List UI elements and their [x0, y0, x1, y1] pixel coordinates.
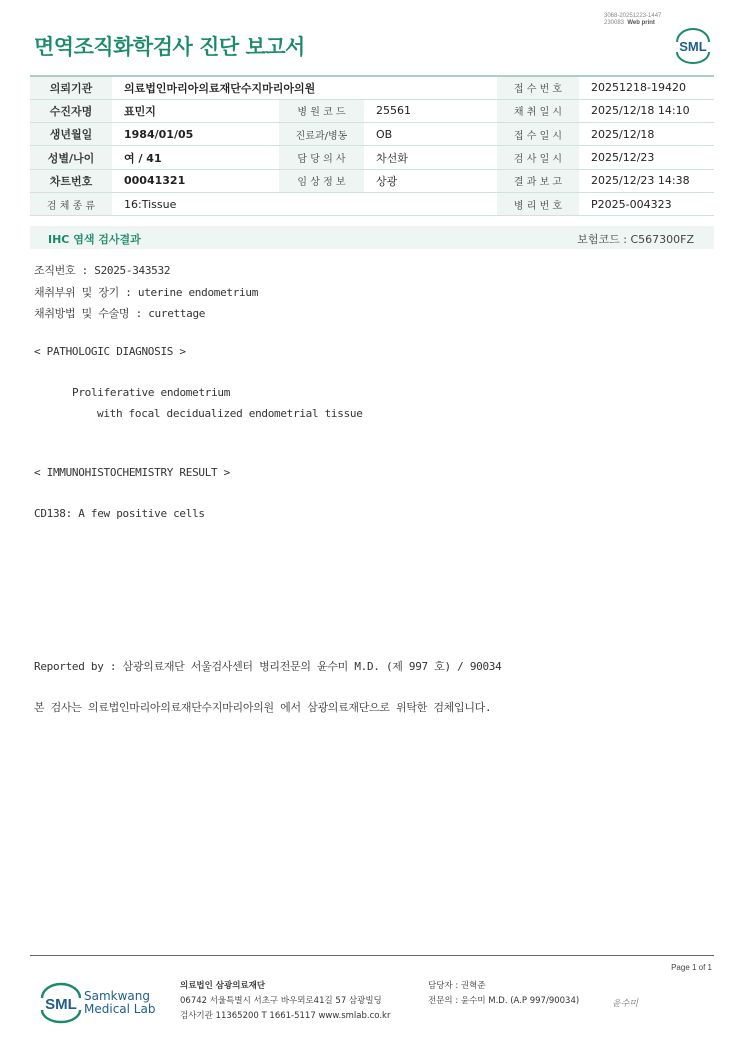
- reported-by: Reported by : 삼광의료재단 서울검사센터 병리전문의 윤수미 M.D. (제 997 호) / 90034: [34, 660, 502, 673]
- logo-text: SML: [45, 996, 77, 1013]
- tissue-number: 조직번호 : S2025-343532: [34, 264, 171, 277]
- report-code-line2: 230083 Web print: [604, 20, 655, 26]
- collection-method: 채취방법 및 수술명 : curettage: [34, 307, 206, 320]
- info-value: 2025/12/18: [579, 123, 714, 146]
- info-label: 수진자명: [30, 99, 112, 122]
- manager-name: 담당자 : 권혁준: [428, 981, 486, 991]
- organization-contact: 검사기관 11365200 T 1661-5117 www.smlab.co.kr: [180, 1011, 391, 1021]
- info-label: 차트번호: [30, 169, 112, 192]
- info-row: [30, 99, 714, 122]
- info-value: 차선화: [364, 146, 497, 169]
- page-number: Page 1 of 1: [671, 963, 712, 972]
- organization-name: 의료법인 삼광의료재단: [180, 981, 266, 991]
- report-code-line1: 3068-20251223-1447: [604, 13, 662, 19]
- result-section-header: [30, 226, 714, 249]
- brand-line: Samkwang: [84, 989, 150, 1003]
- specialist-name: 전문의 : 윤수미 M.D. (A.P 997/90034): [428, 996, 580, 1006]
- info-label: 검 사 일 시: [497, 146, 579, 169]
- info-value: 25561: [364, 99, 497, 122]
- info-value: 2025/12/18 14:10: [579, 99, 714, 122]
- staff-info: [428, 979, 579, 1009]
- consignment-note: 본 검사는 의료법인마리아의료재단수지마리아의원 에서 삼광의료재단으로 위탁한 검체입니다.: [34, 701, 492, 714]
- ihc-result: CD138: A few positive cells: [34, 507, 205, 520]
- info-label: 담 당 의 사: [279, 146, 364, 169]
- samkwang-logo-icon: [36, 980, 86, 1024]
- info-label: 생년월일: [30, 123, 112, 146]
- collection-site: 채취부위 및 장기 : uterine endometrium: [34, 286, 259, 299]
- info-value: 여 / 41: [112, 146, 279, 169]
- info-value: 2025/12/23 14:38: [579, 169, 714, 192]
- info-value: 1984/01/05: [112, 123, 279, 146]
- section-title: IHC 염색 검사결과: [48, 233, 141, 246]
- diagnosis-line: with focal decidualized endometrial tissue: [97, 407, 363, 420]
- info-label: 접 수 일 시: [497, 123, 579, 146]
- info-label: 의뢰기관: [30, 76, 112, 99]
- web-print-label: Web print: [627, 20, 655, 26]
- footer-divider: [30, 955, 714, 956]
- diagnosis-line: Proliferative endometrium: [72, 386, 231, 399]
- info-value: 20251218-19420: [579, 76, 714, 99]
- page-title: 면역조직화학검사 진단 보고서: [34, 35, 305, 59]
- organization-info: [180, 979, 390, 1024]
- organization-address: 06742 서울특별시 서초구 바우뫼로41길 57 삼광빌딩: [180, 996, 382, 1006]
- info-value: 상광: [364, 169, 497, 192]
- info-row: [30, 169, 714, 192]
- brand-line: Medical Lab: [84, 1002, 156, 1016]
- info-label: 채 취 일 시: [497, 99, 579, 122]
- info-label: 검 체 종 류: [30, 192, 112, 215]
- info-value: 의료법인마리아의료재단수지마리아의원: [112, 76, 497, 99]
- info-value: 2025/12/23: [579, 146, 714, 169]
- info-value: 16:Tissue: [112, 192, 497, 215]
- info-row: [30, 146, 714, 169]
- insurance-code: 보험코드 : C567300FZ: [577, 233, 694, 246]
- info-value: OB: [364, 123, 497, 146]
- patient-info-table: [30, 75, 714, 216]
- info-label: 접 수 번 호: [497, 76, 579, 99]
- signature: 윤수미: [612, 999, 639, 1009]
- info-value: 00041321: [112, 169, 279, 192]
- info-label: 결 과 보 고: [497, 169, 579, 192]
- info-row: [30, 192, 714, 215]
- info-label: 병 리 번 호: [497, 192, 579, 215]
- info-row: [30, 123, 714, 146]
- info-label: 병 원 코 드: [279, 99, 364, 122]
- info-value: 표민지: [112, 99, 279, 122]
- sml-logo-icon: [672, 26, 714, 64]
- diagnosis-heading: < PATHOLOGIC DIAGNOSIS >: [34, 345, 186, 358]
- info-label: 진료과/병동: [279, 123, 364, 146]
- info-value: P2025-004323: [579, 192, 714, 215]
- brand-name: [84, 990, 155, 1016]
- info-label: 임 상 정 보: [279, 169, 364, 192]
- info-row: [30, 76, 714, 99]
- info-label: 성별/나이: [30, 146, 112, 169]
- ihc-heading: < IMMUNOHISTOCHEMISTRY RESULT >: [34, 466, 230, 479]
- logo-text: SML: [679, 39, 707, 54]
- report-code: [604, 13, 661, 27]
